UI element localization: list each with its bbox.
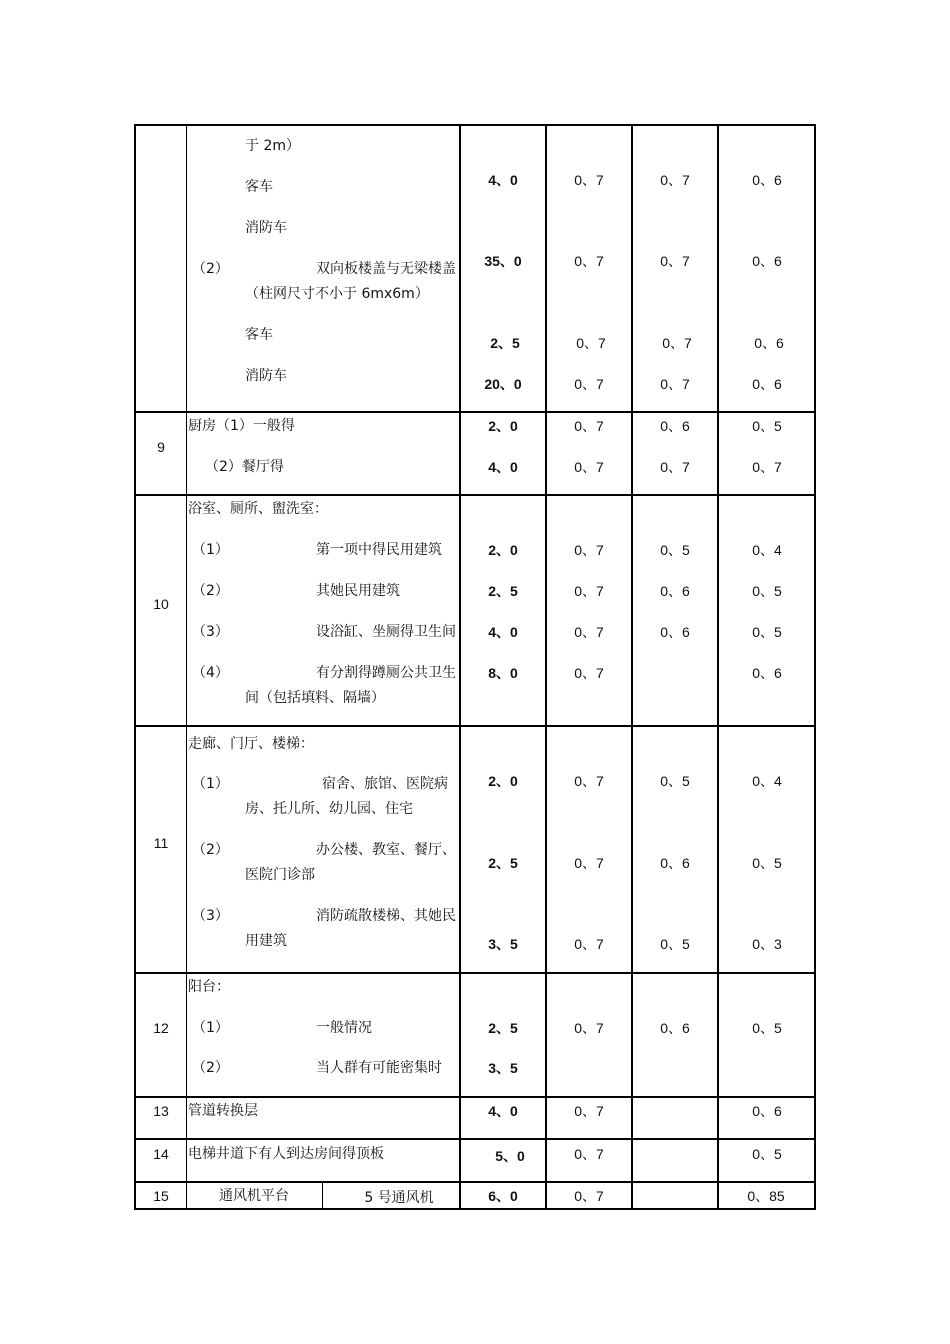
row12-heading: 阳台： — [188, 979, 230, 995]
cont-v1-b: 0、7 — [574, 172, 604, 188]
table-border-right — [814, 124, 816, 1210]
table-col-divider-1 — [186, 124, 187, 1210]
row10-item4-tag: （4） — [192, 665, 229, 681]
row11-item2-v-c: 0、6 — [660, 855, 690, 871]
row14-text: 电梯井道下有人到达房间得顶板 — [188, 1146, 384, 1162]
row12-item1-text: 一般情况 — [316, 1020, 372, 1036]
row11-item1-v-c: 0、5 — [660, 773, 690, 789]
cont-line-3: 消防车 — [245, 220, 287, 236]
row11-item1-tag: （1） — [192, 776, 229, 792]
row10-item3-v-a: 4、0 — [488, 624, 518, 640]
row10-item4-v-d: 0、6 — [752, 665, 782, 681]
cont-line-1: 于 2m） — [245, 138, 300, 154]
row10-item2-tag: （2） — [192, 583, 229, 599]
row11-item3-text2: 用建筑 — [245, 933, 287, 949]
row10-number: 10 — [153, 596, 169, 612]
cont-v4-b: 0、7 — [574, 376, 604, 392]
row11-heading: 走廊、门厅、楼梯： — [188, 736, 314, 752]
cont-v1-a: 4、0 — [488, 172, 518, 188]
row15-v-d: 0、85 — [747, 1188, 785, 1204]
row10-item1-v-d: 0、4 — [752, 542, 782, 558]
row10-item2-text: 其她民用建筑 — [316, 583, 400, 599]
row14-v-a: 5、0 — [495, 1148, 525, 1164]
row11-item3-v-a: 3、5 — [488, 936, 518, 952]
row10-item2-v-b: 0、7 — [574, 583, 604, 599]
row13-v-a: 4、0 — [488, 1103, 518, 1119]
row-divider-13 — [134, 1096, 816, 1098]
row9-v2-d: 0、7 — [752, 459, 782, 475]
table-col-divider-2 — [459, 124, 461, 1210]
row10-item1-v-b: 0、7 — [574, 542, 604, 558]
row10-item3-text: 设浴缸、坐厕得卫生间 — [316, 624, 456, 640]
row12-item1-v-b: 0、7 — [574, 1020, 604, 1036]
row11-item3-tag: （3） — [192, 908, 229, 924]
row11-item2-text: 办公楼、教室、餐厅、 — [316, 842, 456, 858]
row-divider-11 — [134, 725, 816, 727]
row9-v1-d: 0、5 — [752, 418, 782, 434]
row11-item3-text: 消防疏散楼梯、其她民 — [316, 908, 456, 924]
row10-item4-text2: 间（包括填料、隔墙） — [245, 690, 385, 706]
row10-item1-text: 第一项中得民用建筑 — [316, 542, 442, 558]
row13-text: 管道转换层 — [188, 1103, 258, 1119]
table-col-divider-3 — [545, 124, 547, 1210]
cont-v3-d: 0、6 — [754, 335, 784, 351]
row15-number: 15 — [153, 1188, 169, 1204]
row11-item1-v-a: 2、0 — [488, 773, 518, 789]
cont-sub2-a: 客车 — [245, 327, 273, 343]
row10-item1-v-a: 2、0 — [488, 542, 518, 558]
cont-sub2-text2: （柱网尺寸不小于 6mx6m） — [245, 286, 429, 302]
row-divider-15 — [134, 1181, 816, 1183]
cont-v3-a: 2、5 — [490, 335, 520, 351]
row10-item4-text: 有分割得蹲厕公共卫生 — [316, 665, 456, 681]
cont-v3-c: 0、7 — [662, 335, 692, 351]
cont-v1-c: 0、7 — [660, 172, 690, 188]
row10-heading: 浴室、厕所、盥洗室： — [188, 501, 328, 517]
cont-sub2-tag: （2） — [192, 261, 229, 277]
row9-number: 9 — [157, 439, 165, 455]
row11-item1-text: 宿舍、旅馆、医院病 — [322, 776, 448, 792]
row-divider-10 — [134, 494, 816, 496]
cont-v2-c: 0、7 — [660, 253, 690, 269]
row10-item3-v-d: 0、5 — [752, 624, 782, 640]
table-col-divider-4 — [631, 124, 633, 1210]
row10-item1-tag: （1） — [192, 542, 229, 558]
cont-v2-d: 0、6 — [752, 253, 782, 269]
row11-item3-v-b: 0、7 — [574, 936, 604, 952]
row13-number: 13 — [153, 1103, 169, 1119]
row15-text: 通风机平台 — [219, 1188, 289, 1204]
cont-v4-a: 20、0 — [484, 376, 522, 392]
row10-item2-v-d: 0、5 — [752, 583, 782, 599]
row9-v2-a: 4、0 — [488, 459, 518, 475]
row11-item2-text2: 医院门诊部 — [245, 867, 315, 883]
row12-item2-text: 当人群有可能密集时 — [316, 1060, 442, 1076]
row11-item2-v-d: 0、5 — [752, 855, 782, 871]
row11-number: 11 — [153, 835, 169, 851]
row10-item3-tag: （3） — [192, 624, 229, 640]
row15-inner-divider — [322, 1182, 323, 1210]
row9-v2-b: 0、7 — [574, 459, 604, 475]
row10-item3-v-b: 0、7 — [574, 624, 604, 640]
row12-item2-v-a: 3、5 — [488, 1060, 518, 1076]
row12-item1-v-a: 2、5 — [488, 1020, 518, 1036]
table-border-left — [134, 124, 136, 1210]
row14-v-b: 0、7 — [574, 1146, 604, 1162]
row9-v2-c: 0、7 — [660, 459, 690, 475]
row9-line2: （2）餐厅得 — [205, 459, 284, 475]
row11-item3-v-c: 0、5 — [660, 936, 690, 952]
table-border-bottom — [134, 1208, 816, 1210]
row12-item1-tag: （1） — [192, 1020, 229, 1036]
row15-text2: 5 号通风机 — [364, 1190, 434, 1206]
row11-item1-text2: 房、托儿所、幼儿园、住宅 — [245, 801, 413, 817]
row12-item2-tag: （2） — [192, 1060, 229, 1076]
cont-v1-d: 0、6 — [752, 172, 782, 188]
row11-item1-v-d: 0、4 — [752, 773, 782, 789]
row11-item2-v-b: 0、7 — [574, 855, 604, 871]
row12-item1-v-c: 0、6 — [660, 1020, 690, 1036]
row14-v-d: 0、5 — [752, 1146, 782, 1162]
row10-item3-v-c: 0、6 — [660, 624, 690, 640]
row-divider-12 — [134, 972, 816, 974]
cont-sub2-text1: 双向板楼盖与无梁楼盖 — [316, 261, 456, 277]
row11-item3-v-d: 0、3 — [752, 936, 782, 952]
cont-line-2: 客车 — [245, 179, 273, 195]
table-col-divider-5 — [717, 124, 719, 1210]
cont-v2-a: 35、0 — [484, 253, 522, 269]
cont-sub2-b: 消防车 — [245, 368, 287, 384]
row13-v-d: 0、6 — [752, 1103, 782, 1119]
row10-item2-v-c: 0、6 — [660, 583, 690, 599]
row12-number: 12 — [153, 1020, 169, 1036]
row13-v-b: 0、7 — [574, 1103, 604, 1119]
row9-v1-c: 0、6 — [660, 418, 690, 434]
row9-v1-a: 2、0 — [488, 418, 518, 434]
row12-item1-v-d: 0、5 — [752, 1020, 782, 1036]
row10-item1-v-c: 0、5 — [660, 542, 690, 558]
cont-v4-c: 0、7 — [660, 376, 690, 392]
row11-item1-v-b: 0、7 — [574, 773, 604, 789]
row15-v-a: 6、0 — [488, 1188, 518, 1204]
row9-v1-b: 0、7 — [574, 418, 604, 434]
row15-v-b: 0、7 — [574, 1188, 604, 1204]
cont-v2-b: 0、7 — [574, 253, 604, 269]
row10-item4-v-a: 8、0 — [488, 665, 518, 681]
row11-item2-tag: （2） — [192, 842, 229, 858]
cont-v4-d: 0、6 — [752, 376, 782, 392]
row10-item2-v-a: 2、5 — [488, 583, 518, 599]
row9-line1: 厨房（1）一般得 — [188, 418, 295, 434]
cont-v3-b: 0、7 — [576, 335, 606, 351]
row14-number: 14 — [153, 1146, 169, 1162]
row-divider-14 — [134, 1138, 816, 1140]
row-divider-9 — [134, 411, 816, 413]
table-border-top — [134, 124, 816, 126]
row10-item4-v-b: 0、7 — [574, 665, 604, 681]
row11-item2-v-a: 2、5 — [488, 855, 518, 871]
